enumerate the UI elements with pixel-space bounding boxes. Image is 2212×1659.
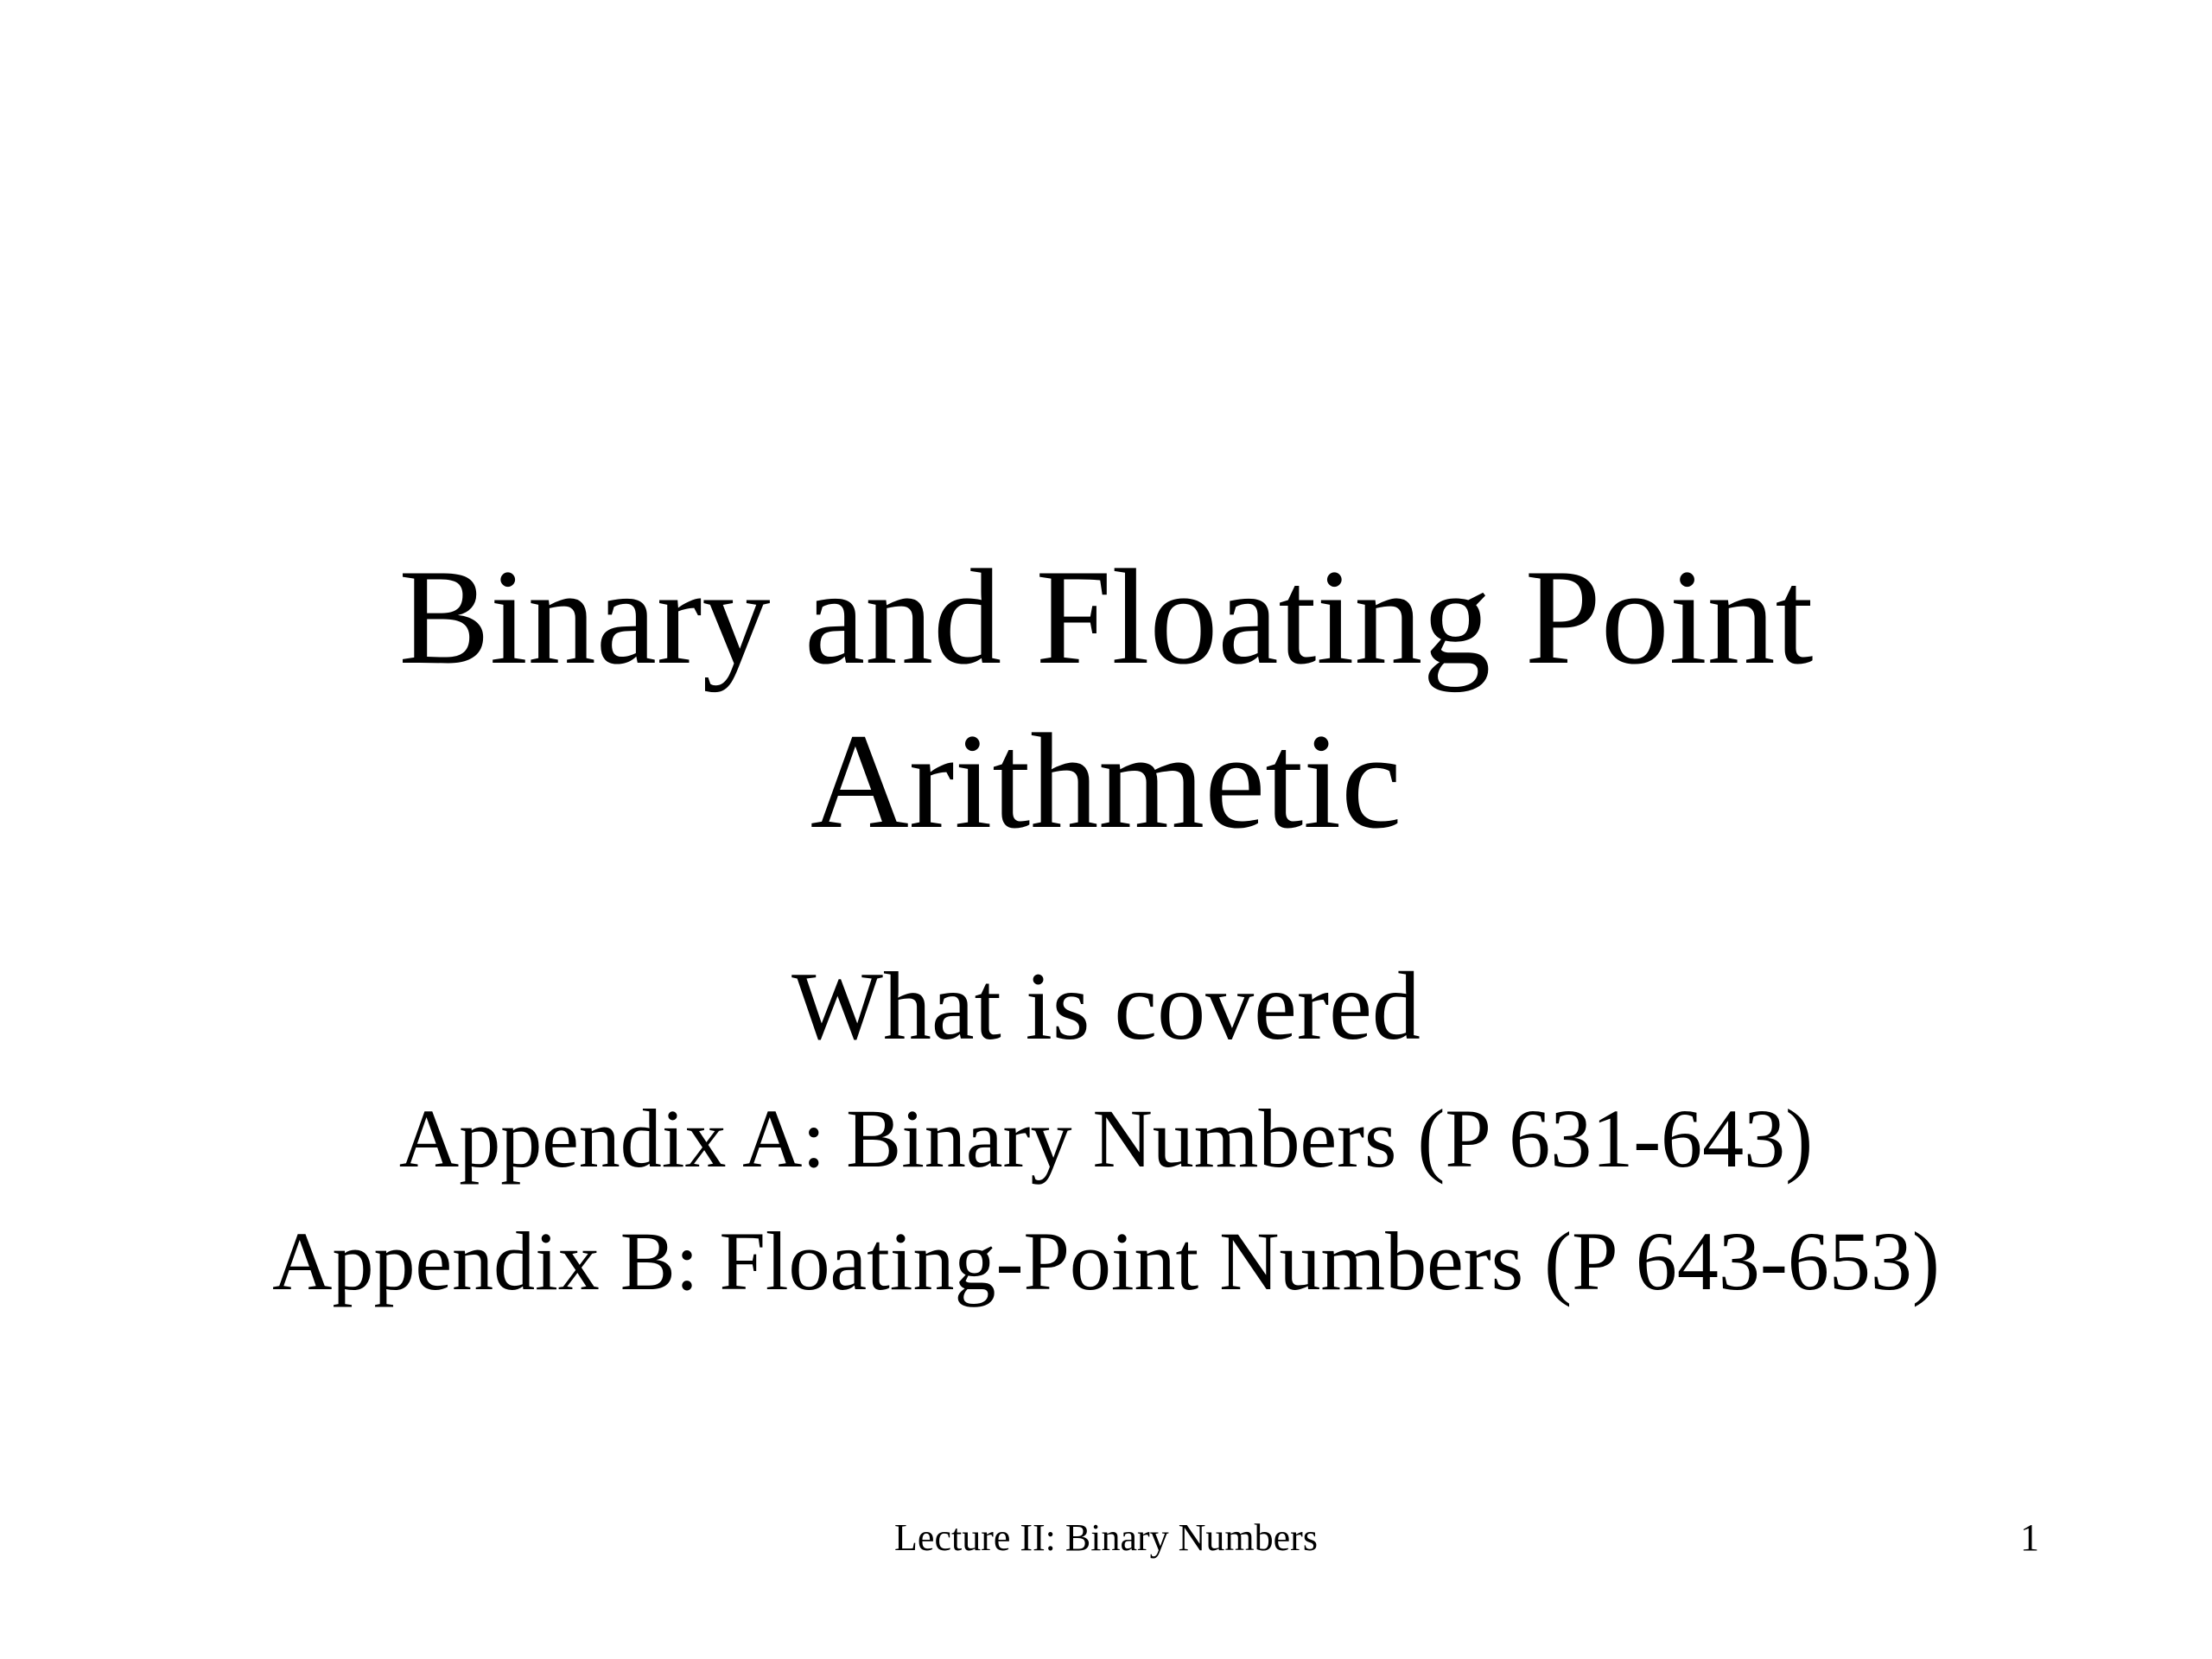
slide-page-number: 1 [2020, 1516, 2039, 1559]
slide-title [0, 536, 2212, 864]
slide-subtitle: What is covered [791, 953, 1421, 1060]
slide-title-line-2: Arithmetic [810, 706, 1402, 857]
slide-title-line-1: Binary and Floating Point [398, 542, 1814, 693]
appendix-a-item: Appendix A: Binary Numbers (P 631-643) [398, 1092, 1814, 1185]
appendix-b-item: Appendix B: Floating-Point Numbers (P 643-653) [272, 1215, 1940, 1307]
footer-lecture-title: Lecture II: Binary Numbers [894, 1516, 1318, 1559]
